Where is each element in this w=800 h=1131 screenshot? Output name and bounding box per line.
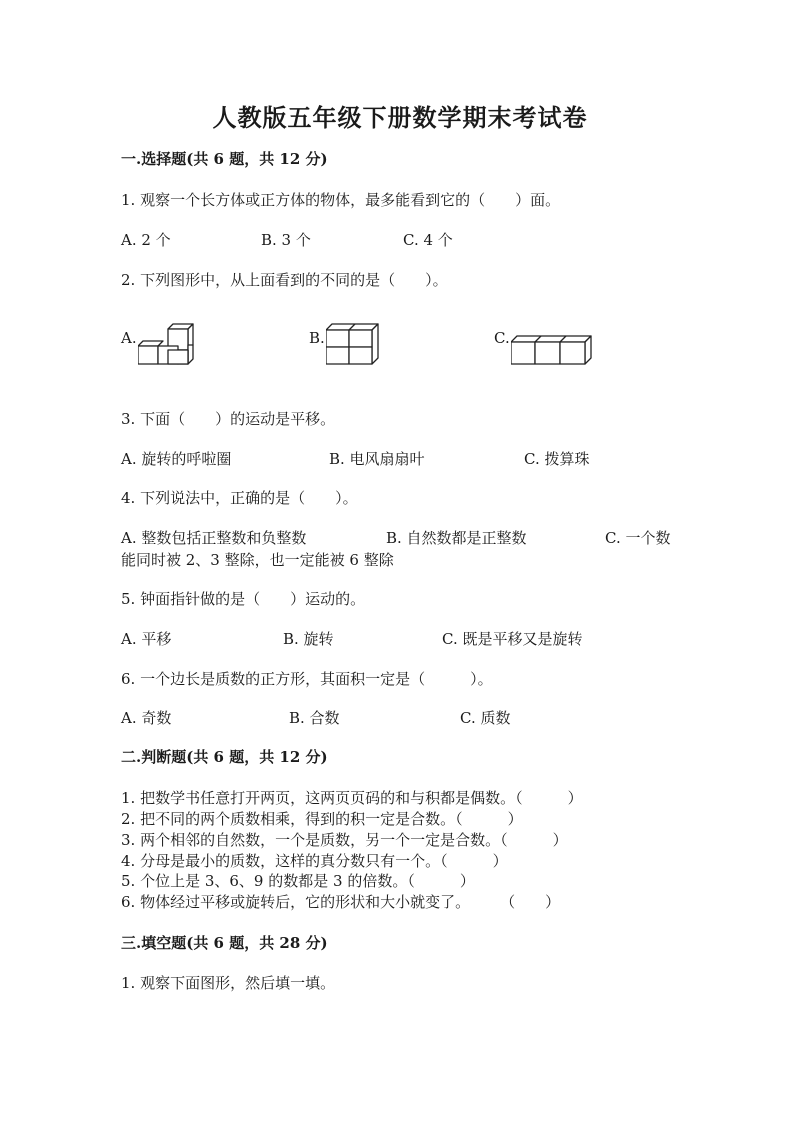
question-1-2-option-b: B. bbox=[309, 329, 325, 347]
question-1-6-option-a: A. 奇数 bbox=[121, 709, 172, 727]
question-1-6-stem: 6. 一个边长是质数的正方形，其面积一定是（ ）。 bbox=[121, 670, 493, 688]
question-1-1-option-b: B. 3 个 bbox=[261, 231, 311, 249]
cube-figure-b bbox=[326, 322, 382, 366]
judgement-item: 1. 把数学书任意打开两页，这两页页码的和与积都是偶数。（ ） bbox=[121, 789, 583, 807]
question-1-5-option-a: A. 平移 bbox=[121, 630, 172, 648]
question-1-5-option-b: B. 旋转 bbox=[283, 630, 334, 648]
question-1-1-stem: 1. 观察一个长方体或正方体的物体，最多能看到它的（ ）面。 bbox=[121, 191, 561, 209]
question-1-1-option-c: C. 4 个 bbox=[403, 231, 453, 249]
question-1-5-option-c: C. 既是平移又是旋转 bbox=[442, 630, 583, 648]
question-1-2-option-c: C. bbox=[494, 329, 510, 347]
question-1-3-option-a: A. 旋转的呼啦圈 bbox=[121, 450, 232, 468]
question-1-6-option-c: C. 质数 bbox=[460, 709, 511, 727]
question-1-4-option-c: C. 一个数 bbox=[605, 529, 671, 547]
judgement-item: 4. 分母是最小的质数，这样的真分数只有一个。（ ） bbox=[121, 852, 508, 870]
section-1-heading: 一.选择题(共 6 题，共 12 分) bbox=[121, 150, 328, 168]
question-1-2-option-a: A. bbox=[121, 329, 137, 347]
question-1-4-option-c-continued: 能同时被 2、3 整除，也一定能被 6 整除 bbox=[121, 551, 394, 569]
judgement-item: 5. 个位上是 3、6、9 的数都是 3 的倍数。（ ） bbox=[121, 872, 475, 890]
question-1-3-option-b: B. 电风扇扇叶 bbox=[329, 450, 425, 468]
judgement-item: 6. 物体经过平移或旋转后，它的形状和大小就变了。 （ ） bbox=[121, 893, 561, 911]
question-1-4-stem: 4. 下列说法中，正确的是（ ）。 bbox=[121, 489, 358, 507]
question-1-4-option-b: B. 自然数都是正整数 bbox=[386, 529, 527, 547]
question-1-5-stem: 5. 钟面指针做的是（ ）运动的。 bbox=[121, 590, 366, 608]
section-2-heading: 二.判断题(共 6 题，共 12 分) bbox=[121, 748, 328, 766]
question-1-1-option-a: A. 2 个 bbox=[121, 231, 171, 249]
judgement-item: 2. 把不同的两个质数相乘，得到的积一定是合数。（ ） bbox=[121, 810, 523, 828]
question-1-3-option-c: C. 拨算珠 bbox=[524, 450, 590, 468]
question-1-4-option-a: A. 整数包括正整数和负整数 bbox=[121, 529, 307, 547]
cube-figure-a bbox=[138, 322, 198, 366]
question-1-3-stem: 3. 下面（ ）的运动是平移。 bbox=[121, 410, 336, 428]
cube-figure-c bbox=[511, 334, 593, 366]
question-1-6-option-b: B. 合数 bbox=[289, 709, 340, 727]
judgement-item: 3. 两个相邻的自然数，一个是质数，另一个一定是合数。（ ） bbox=[121, 831, 568, 849]
question-3-1-stem: 1. 观察下面图形，然后填一填。 bbox=[121, 974, 336, 992]
question-1-2-stem: 2. 下列图形中，从上面看到的不同的是（ ）。 bbox=[121, 271, 448, 289]
exam-title: 人教版五年级下册数学期末考试卷 bbox=[212, 103, 588, 132]
section-3-heading: 三.填空题(共 6 题，共 28 分) bbox=[121, 934, 328, 952]
